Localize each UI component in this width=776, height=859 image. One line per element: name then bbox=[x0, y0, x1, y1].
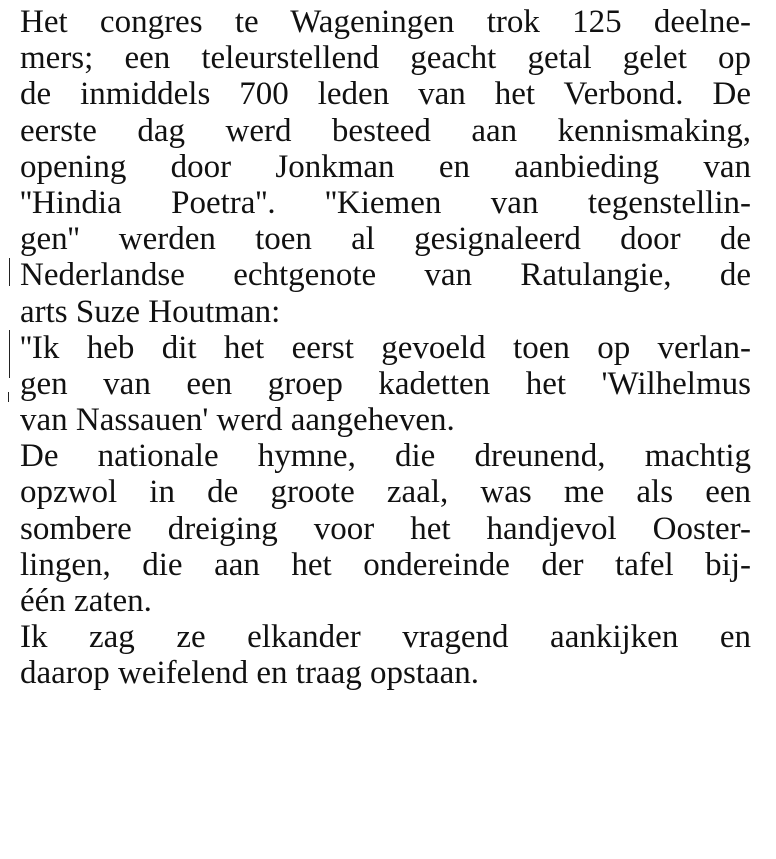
text-line: opzwol in de groote zaal, was me als een bbox=[20, 474, 751, 511]
text-line: De nationale hymne, die dreunend, machtig bbox=[20, 438, 751, 475]
text-line: daarop weifelend en traag opstaan. bbox=[20, 655, 480, 692]
text-line: de inmiddels 700 leden van het Verbond. De bbox=[20, 76, 751, 113]
margin-mark bbox=[9, 258, 10, 286]
text-line: eerste dag werd besteed aan kennismaking, bbox=[20, 112, 751, 149]
text-line: één zaten. bbox=[20, 583, 152, 619]
paragraph-4 bbox=[20, 619, 751, 691]
text-line: ''Hindia Poetra''. ''Kiemen van tegenstellin- bbox=[20, 184, 751, 221]
text-line: mers; een teleurstellend geacht getal gelet op bbox=[20, 40, 751, 77]
text-line: gen'' werden toen al gesignaleerd door de bbox=[20, 221, 751, 258]
text-line: Nederlandse echtgenote van Ratulangie, de bbox=[20, 257, 751, 294]
text-line: Ik zag ze elkander vragend aankijken en bbox=[20, 619, 751, 656]
text-line: arts Suze Houtman: bbox=[20, 293, 281, 330]
text-line: sombere dreiging voor het handjevol Ooster- bbox=[20, 510, 751, 547]
text-line: gen van een groep kadetten het 'Wilhelmus bbox=[20, 365, 751, 402]
text-line: van Nassauen' werd aangeheven. bbox=[20, 402, 455, 439]
text-line: opening door Jonkman en aanbieding van bbox=[20, 148, 751, 185]
margin-mark bbox=[9, 330, 10, 378]
paragraph-2 bbox=[20, 330, 751, 439]
text-line: ''Ik heb dit het eerst gevoeld toen op verlan- bbox=[20, 329, 751, 366]
text-line: lingen, die aan het ondereinde der tafel bij- bbox=[20, 546, 751, 583]
paragraph-3 bbox=[20, 438, 751, 619]
paragraph-1 bbox=[20, 4, 751, 330]
margin-mark bbox=[8, 392, 9, 402]
text-line: Het congres te Wageningen trok 125 deelne- bbox=[20, 4, 751, 40]
document-page bbox=[20, 4, 751, 692]
